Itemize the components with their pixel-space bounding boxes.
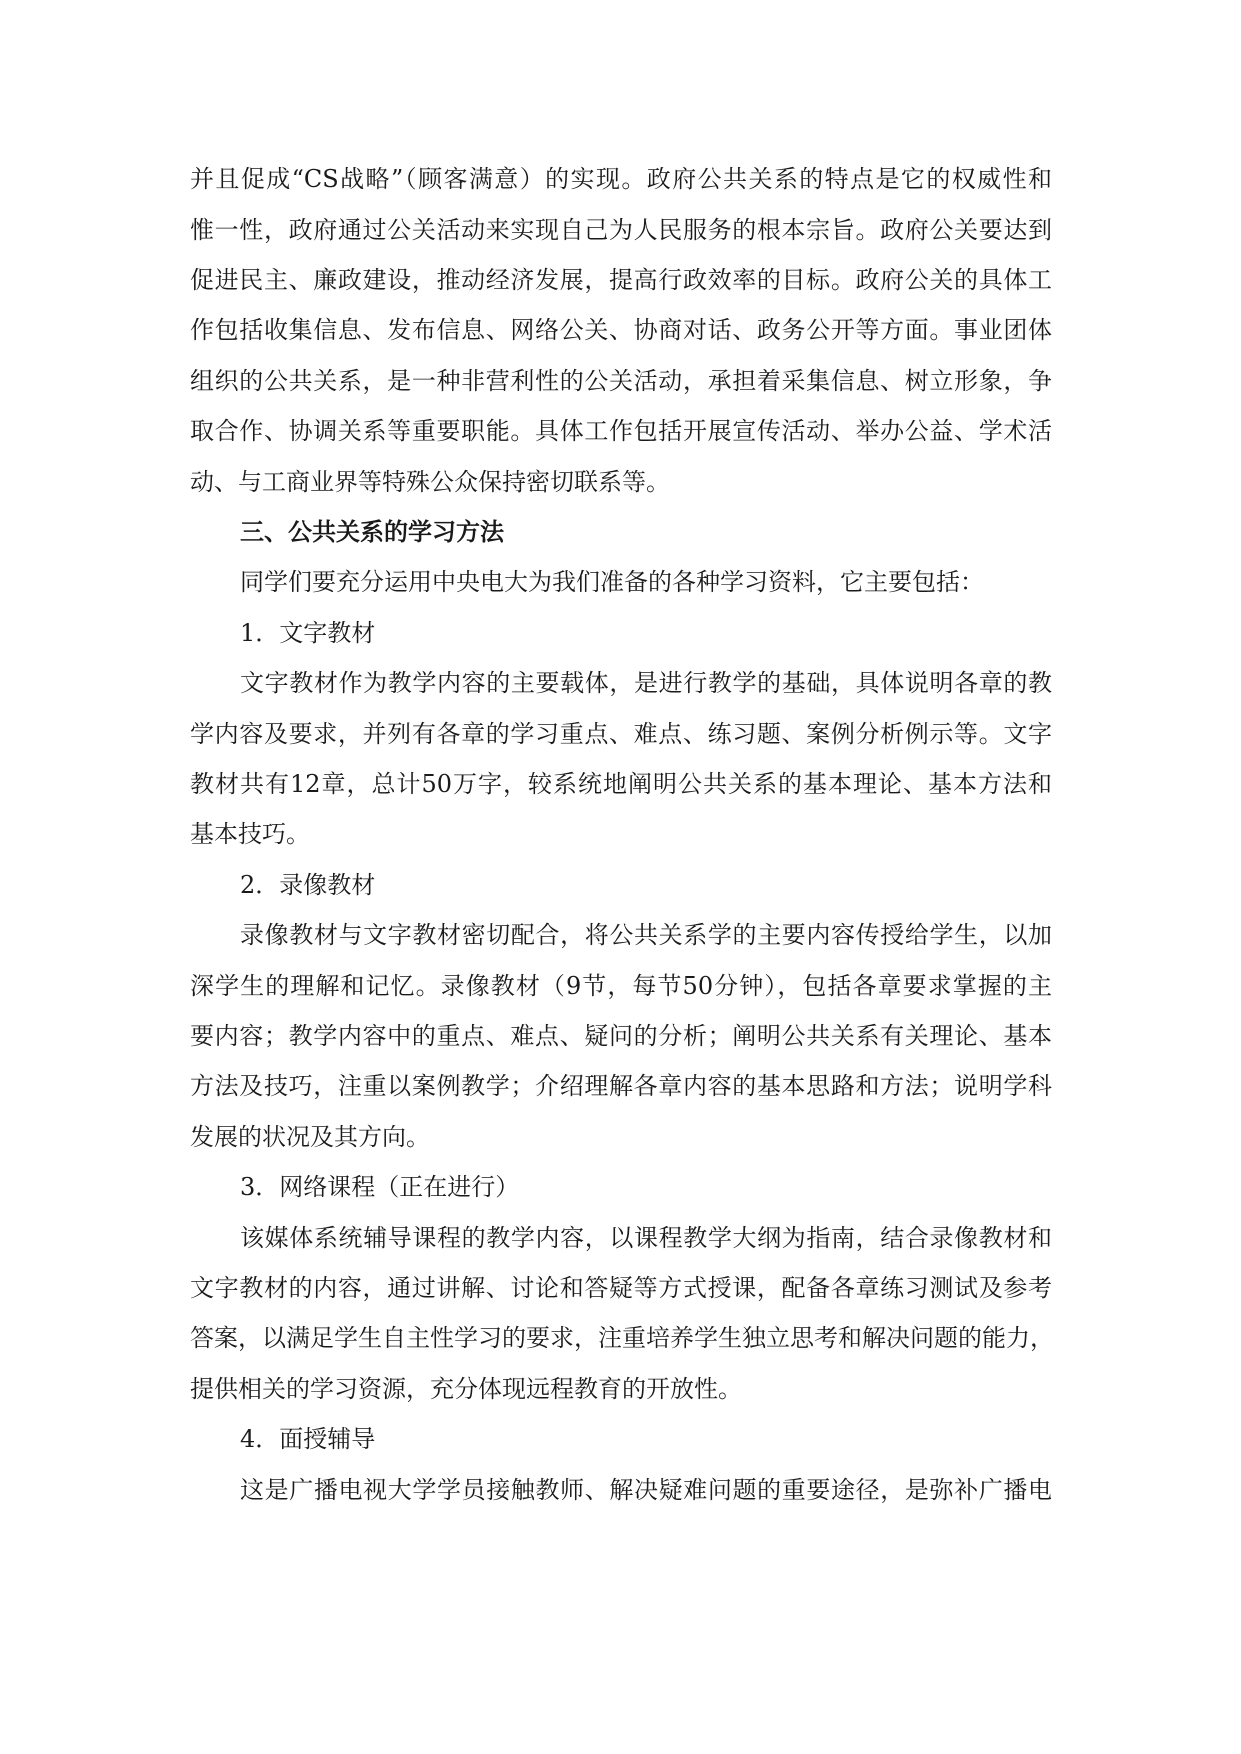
paragraph-line: 这是广播电视大学学员接触教师、解决疑难问题的重要途径，是弥补广播电: [240, 1476, 1052, 1504]
paragraph-line: 学内容及要求，并列有各章的学习重点、难点、练习题、案例分析例示等。文字: [190, 720, 1052, 748]
paragraph-line: 教材共有12章，总计50万字，较系统地阐明公共关系的基本理论、基本方法和: [190, 770, 1052, 798]
paragraph-line: 基本技巧。: [190, 820, 310, 848]
paragraph-line: 并且促成“CS战略”（顾客满意）的实现。政府公共关系的特点是它的权威性和: [190, 165, 1052, 193]
paragraph-line: 组织的公共关系，是一种非营利性的公关活动，承担着采集信息、树立形象，争: [190, 367, 1052, 395]
paragraph-line: 答案，以满足学生自主性学习的要求，注重培养学生独立思考和解决问题的能力，: [190, 1324, 1054, 1352]
paragraph-line: 深学生的理解和记忆。录像教材（9节，每节50分钟），包括各章要求掌握的主: [190, 972, 1052, 1000]
paragraph-line: 作包括收集信息、发布信息、网络公关、协商对话、政务公开等方面。事业团体: [190, 316, 1052, 344]
section-heading: 三、公共关系的学习方法: [240, 517, 504, 546]
subsection-heading: 4．面授辅导: [240, 1425, 376, 1453]
paragraph-line: 该媒体系统辅导课程的教学内容，以课程教学大纲为指南，结合录像教材和: [240, 1224, 1052, 1252]
paragraph-line: 录像教材与文字教材密切配合，将公共关系学的主要内容传授给学生，以加: [240, 921, 1052, 949]
paragraph-line: 发展的状况及其方向。: [190, 1123, 430, 1151]
paragraph-line: 方法及技巧，注重以案例教学；介绍理解各章内容的基本思路和方法；说明学科: [190, 1072, 1052, 1100]
paragraph-line: 要内容；教学内容中的重点、难点、疑问的分析；阐明公共关系有关理论、基本: [190, 1022, 1052, 1050]
paragraph-line: 惟一性，政府通过公关活动来实现自己为人民服务的根本宗旨。政府公关要达到: [190, 216, 1052, 244]
subsection-heading: 3．网络课程（正在进行）: [240, 1173, 520, 1201]
paragraph-line: 取合作、协调关系等重要职能。具体工作包括开展宣传活动、举办公益、学术活: [190, 417, 1052, 445]
paragraph-line: 提供相关的学习资源，充分体现远程教育的开放性。: [190, 1375, 742, 1403]
paragraph-line: 动、与工商业界等特殊公众保持密切联系等。: [190, 468, 670, 496]
paragraph-line: 文字教材的内容，通过讲解、讨论和答疑等方式授课，配备各章练习测试及参考: [190, 1274, 1052, 1302]
subsection-heading: 2．录像教材: [240, 871, 376, 899]
paragraph-line: 同学们要充分运用中央电大为我们准备的各种学习资料，它主要包括：: [240, 568, 984, 596]
paragraph-line: 促进民主、廉政建设，推动经济发展，提高行政效率的目标。政府公关的具体工: [190, 266, 1052, 294]
paragraph-line: 文字教材作为教学内容的主要载体，是进行教学的基础，具体说明各章的教: [240, 669, 1052, 697]
subsection-heading: 1．文字教材: [240, 619, 376, 647]
